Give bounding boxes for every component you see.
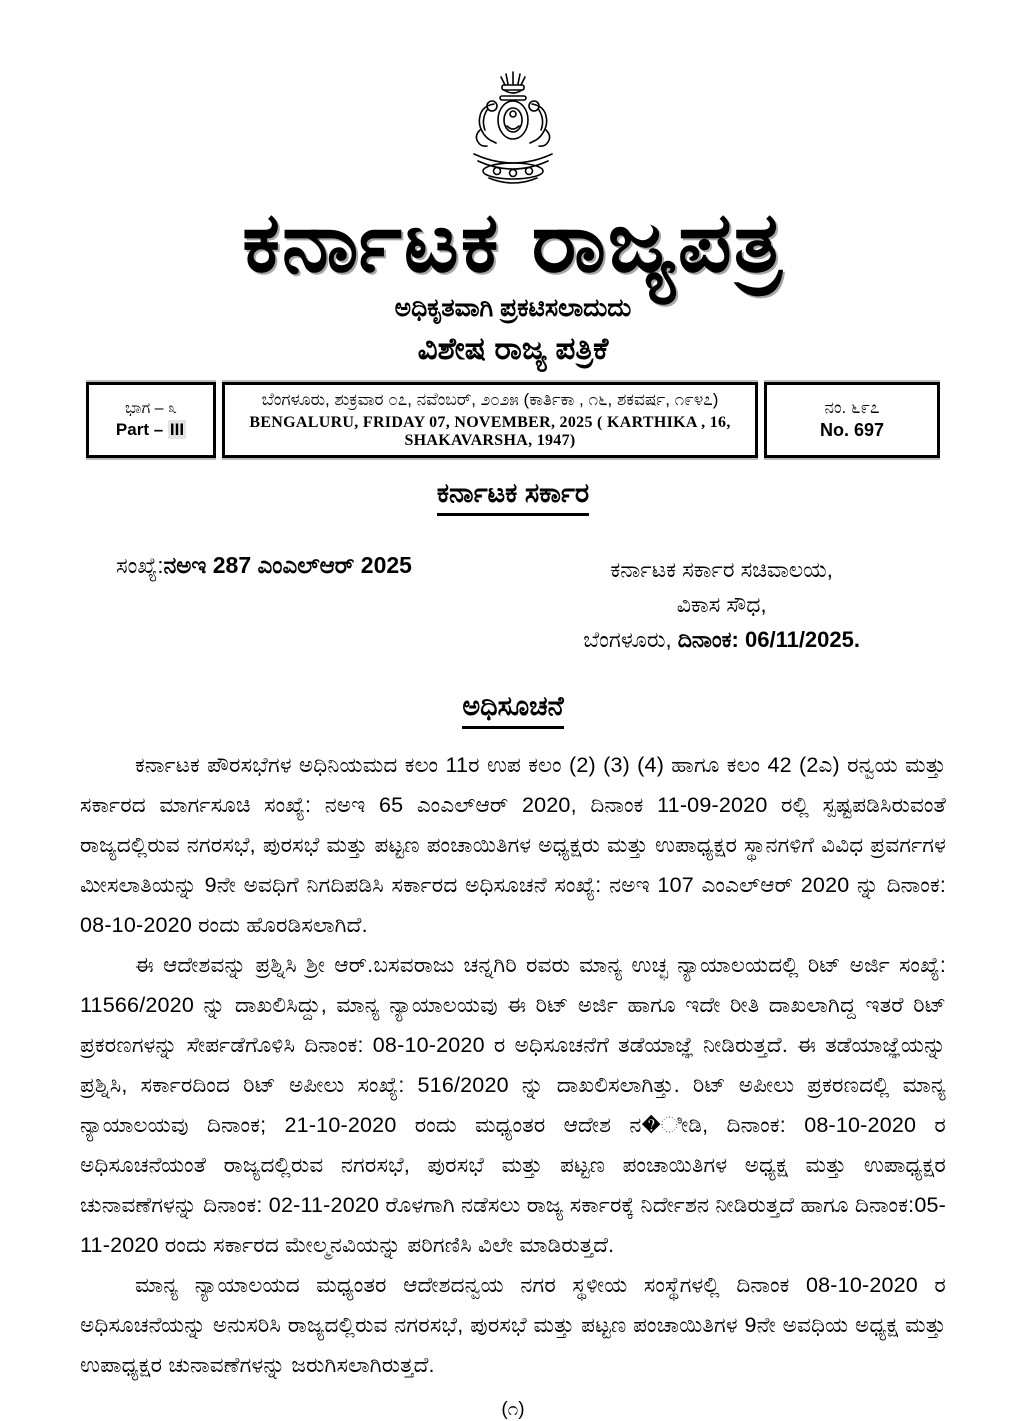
notification-heading-text: ಅಧಿಸೂಚನೆ — [462, 691, 563, 729]
government-heading — [80, 478, 946, 516]
page-number: (೧) — [501, 1398, 525, 1420]
secretariat-address — [583, 552, 860, 657]
issue-number-kannada: ನಂ. ೬೯೭ — [824, 398, 880, 418]
masthead-edition: ವಿಶೇಷ ರಾಜ್ಯ ಪತ್ರಿಕೆ — [417, 330, 609, 366]
address-line-1: ಕರ್ನಾಟಕ ಸರ್ಕಾರ ಸಚಿವಾಲಯ, — [610, 556, 833, 582]
notification-heading — [80, 691, 946, 729]
notification-paragraph: ಈ ಆದೇಶವನ್ನು ಪ್ರಶ್ನಿಸಿ ಶ್ರೀ ಆರ್.ಬಸವರಾಜು ಚನ್ನಗಿರಿ ರವರು ಮಾನ್ಯ ಉಚ್ಛ ನ್ಯಾಯಾಲಯದಲ್ಲಿ ರಿಟ್ ಅರ್ಜಿ ಸಂಖ್ಯೆ: 11566/2020 ನ್ನು ದಾಖಲಿಸಿದ್ದು, ಮಾನ್ಯ ನ್ಯಾಯಾಲಯವು ಈ ರಿಟ್ ಅರ್ಜಿ ಹಾಗೂ ಇದೇ ರೀತಿ ದಾಖಲಾಗಿದ್ದ ಇತರೆ ರಿಟ್ ಪ್ರಕರಣಗಳನ್ನು ಸೇರ್ಪಡೆಗೊಳಿಸಿ ದಿನಾಂಕ: 08-10-2020 ರ ಅಧಿಸೂಚನೆಗೆ ತಡೆಯಾಜ್ಞೆ ನೀಡಿರುತ್ತದೆ. ಈ ತಡೆಯಾಜ್ಞೆಯನ್ನು ಪ್ರಶ್ನಿಸಿ, ಸರ್ಕಾರದಿಂದ ರಿಟ್ ಅಪೀಲು ಸಂಖ್ಯೆ: 516/2020 ನ್ನು ದಾಖಲಿಸಲಾಗಿತ್ತು. ರಿಟ್ ಅಪೀಲು ಪ್ರಕರಣದಲ್ಲಿ ಮಾನ್ಯ ನ್ಯಾಯಾಲಯವು ದಿನಾಂಕ; 21-10-2020 ರಂದು ಮಧ್ಯಂತರ ಆದೇಶ ನ�ೀಡಿ, ದಿನಾಂಕ: 08-10-2020 ರ ಅಧಿಸೂಚನೆಯಂತೆ ರಾಜ್ಯದಲ್ಲಿರುವ ನಗರಸಭೆ, ಪುರಸಭೆ ಮತ್ತು ಪಟ್ಟಣ ಪಂಚಾಯಿತಿಗಳ ಅಧ್ಯಕ್ಷ ಮತ್ತು ಉಪಾಧ್ಯಕ್ಷರ ಚುನಾವಣೆಗಳನ್ನು ದಿನಾಂಕ: 02-11-2020 ರೊಳಗಾಗಿ ನಡೆಸಲು ರಾಜ್ಯ ಸರ್ಕಾರಕ್ಕೆ ನಿರ್ದೇಶನ ನೀಡಿರುತ್ತದೆ ಹಾಗೂ ದಿನಾಂಕ:05-11-2020 ರಂದು ಸರ್ಕಾರದ ಮೇಲ್ಮನವಿಯನ್ನು ಪರಿಗಣಿಸಿ ವಿಲೇ ಮಾಡಿರುತ್ತದೆ. — [80, 952, 946, 1257]
info-bar-part-cell — [86, 382, 216, 458]
reference-label: ಸಂಖ್ಯೆ: — [116, 552, 164, 578]
address-line-3 — [583, 622, 860, 657]
part-en-prefix: Part – — [115, 419, 168, 439]
notification-paragraph: ಕರ್ನಾಟಕ ಪೌರಸಭೆಗಳ ಅಧಿನಿಯಮದ ಕಲಂ 11ರ ಉಪ ಕಲಂ (2) (3) (4) ಹಾಗೂ ಕಲಂ 42 (2ಎ) ರನ್ವಯ ಮತ್ತು ಸರ್ಕಾರದ ಮಾರ್ಗಸೂಚಿ ಸಂಖ್ಯೆ: ನಅಇ 65 ಎಂಎಲ್ಆರ್ 2020, ದಿನಾಂಕ 11-09-2020 ರಲ್ಲಿ ಸ್ಪಷ್ಟಪಡಿಸಿರುವಂತೆ ರಾಜ್ಯದಲ್ಲಿರುವ ನಗರಸಭೆ, ಪುರಸಭೆ ಮತ್ತು ಪಟ್ಟಣ ಪಂಚಾಯಿತಿಗಳ ಅಧ್ಯಕ್ಷರು ಮತ್ತು ಉಪಾಧ್ಯಕ್ಷರ ಸ್ಥಾನಗಳಿಗೆ ವಿವಿಧ ಪ್ರವರ್ಗಗಳ ಮೀಸಲಾತಿಯನ್ನು 9ನೇ ಅವಧಿಗೆ ನಿಗದಿಪಡಿಸಿ ಸರ್ಕಾರದ ಅಧಿಸೂಚನೆ ಸಂಖ್ಯೆ: ನಅಇ 107 ಎಂಎಲ್ಆರ್ 2020 ನ್ನು ದಿನಾಂಕ: 08-10-2020 ರಂದು ಹೊರಡಿಸಲಾಗಿದೆ. — [80, 752, 946, 937]
address-date: ದಿನಾಂಕ: 06/11/2025. — [677, 626, 860, 652]
part-label-english — [95, 420, 207, 440]
masthead-subtitle: ಅಧಿಕೃತವಾಗಿ ಪ್ರಕಟಿಸಲಾದುದು — [394, 293, 632, 322]
date-line-kannada: ಬೆಂಗಳೂರು, ಶುಕ್ರವಾರ ೦೭, ನವೆಂಬರ್, ೨೦೨೫ (ಕಾರ್ತಿಕಾ , ೧೬, ಶಕವರ್ಷ, ೧೯೪೭) — [261, 389, 719, 409]
reference-row — [80, 552, 946, 657]
part-en-number: III — [169, 419, 185, 439]
date-line-english: BENGALURU, FRIDAY 07, NOVEMBER, 2025 ( KARTHIKA , 16, SHAKAVARSHA, 1947) — [249, 413, 731, 449]
masthead-title: ಕರ್ನಾಟಕ ರಾಜ್ಯಪತ್ರ — [242, 192, 784, 291]
address-city: ಬೆಂಗಳೂರು, — [583, 626, 678, 652]
notification-paragraph: ಮಾನ್ಯ ನ್ಯಾಯಾಲಯದ ಮಧ್ಯಂತರ ಆದೇಶದನ್ವಯ ನಗರ ಸ್ಥಳೀಯ ಸಂಸ್ಥೆಗಳಲ್ಲಿ ದಿನಾಂಕ 08-10-2020 ರ ಅಧಿಸೂಚನೆಯನ್ನು ಅನುಸರಿಸಿ ರಾಜ್ಯದಲ್ಲಿರುವ ನಗರಸಭೆ, ಪುರಸಭೆ ಮತ್ತು ಪಟ್ಟಣ ಪಂಚಾಯಿತಿಗಳ 9ನೇ ಅವಧಿಯ ಅಧ್ಯಕ್ಷ ಮತ್ತು ಉಪಾಧ್ಯಕ್ಷರ ಚುನಾವಣೆಗಳನ್ನು ಜರುಗಿಸಲಾಗಿರುತ್ತದೆ. — [80, 1272, 946, 1377]
karnataka-state-emblem-icon — [454, 68, 572, 190]
issue-number-english: No. 697 — [819, 420, 885, 441]
address-line-2: ವಿಕಾಸ ಸೌಧ, — [676, 591, 767, 617]
part-label-kannada: ಭಾಗ – ೩ — [125, 399, 177, 417]
notification-body — [80, 745, 946, 1385]
government-heading-text: ಕರ್ನಾಟಕ ಸರ್ಕಾರ — [437, 478, 589, 516]
reference-value: ನಅಇ 287 ಎಂಎಲ್ಆರ್ 2025 — [163, 551, 412, 578]
emblem-container — [80, 0, 946, 195]
info-bar — [80, 382, 946, 458]
info-bar-date-cell — [222, 382, 758, 458]
info-bar-number-cell — [764, 382, 940, 458]
reference-number — [116, 552, 412, 579]
